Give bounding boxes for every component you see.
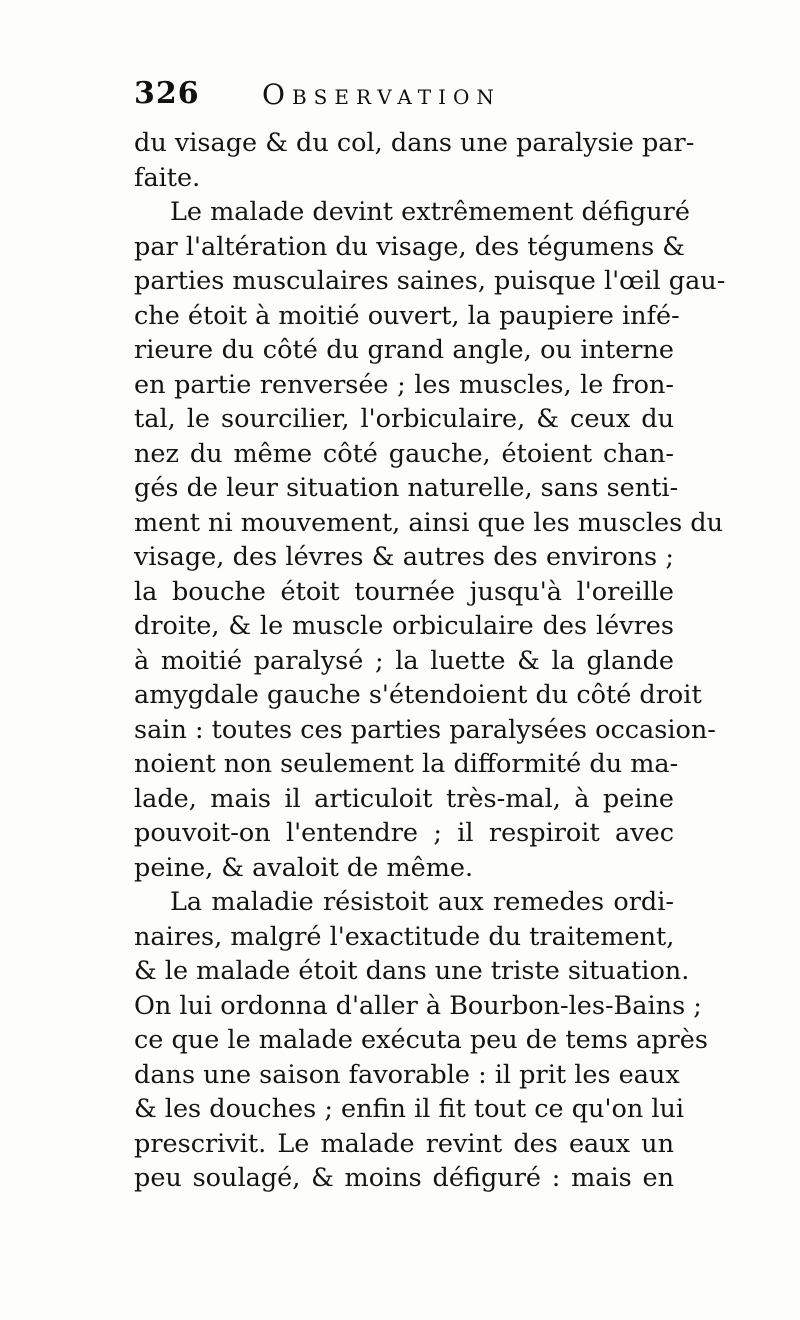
page-header [134, 76, 674, 116]
text-line: Le malade devint extrêmement défiguré [170, 197, 690, 227]
text-line: pouvoit-on l'entendre ; il respiroit avec [134, 818, 674, 848]
text-line: sain : toutes ces parties paralysées occasion- [134, 714, 716, 745]
page-number: 326 [134, 76, 200, 111]
text-line: ce que le malade exécuta peu de tems après [134, 1025, 708, 1055]
text-line: nez du même côté gauche, étoient chan- [134, 438, 674, 469]
text-line: noient non seulement la difformité du ma- [134, 749, 679, 779]
text-line: & le malade étoit dans une triste situation. [134, 956, 690, 986]
text-line: La maladie résistoit aux remedes ordi- [170, 887, 674, 917]
text-line: lade, mais il articuloit très-mal, à peine [134, 783, 674, 814]
text-line: à moitié paralysé ; la luette & la glande [134, 645, 674, 676]
text-line: droite, & le muscle orbiculaire des lévres [134, 611, 674, 641]
text-line: ment ni mouvement, ainsi que les muscles du [134, 507, 724, 538]
text-line: rieure du côté du grand angle, ou interne [134, 335, 674, 365]
text-line: tal, le sourcilier, l'orbiculaire, & ceux du [134, 404, 674, 434]
text-line: faite. [134, 162, 201, 193]
text-line: la bouche étoit tournée jusqu'à l'oreille [134, 576, 674, 607]
text-line: peu soulagé, & moins défiguré : mais en [134, 1163, 674, 1193]
text-line: par l'altération du visage, des tégumens & [134, 231, 685, 262]
text-line: naires, malgré l'exactitude du traitement, [134, 921, 675, 952]
text-line: On lui ordonna d'aller à Bourbon-les-Bains ; [134, 990, 702, 1021]
text-line: prescrivit. Le malade revint des eaux un [134, 1128, 674, 1159]
text-line: visage, des lévres & autres des environs ; [134, 542, 674, 572]
text-line: dans une saison favorable : il prit les eaux [134, 1059, 680, 1090]
text-line: parties musculaires saines, puisque l'œil gau- [134, 266, 726, 296]
text-line: & les douches ; enfin il fit tout ce qu'on lui [134, 1094, 685, 1124]
text-line: amygdale gauche s'étendoient du côté droit [134, 680, 702, 710]
running-head: Observation [262, 78, 501, 111]
text-line: peine, & avaloit de même. [134, 852, 474, 883]
text-line: gés de leur situation naturelle, sans senti- [134, 473, 679, 503]
text-line: du visage & du col, dans une paralysie par- [134, 128, 695, 158]
text-line: che étoit à moitié ouvert, la paupiere infé- [134, 300, 680, 331]
text-line: en partie renversée ; les muscles, le fron- [134, 369, 674, 400]
body-text [134, 126, 726, 1196]
